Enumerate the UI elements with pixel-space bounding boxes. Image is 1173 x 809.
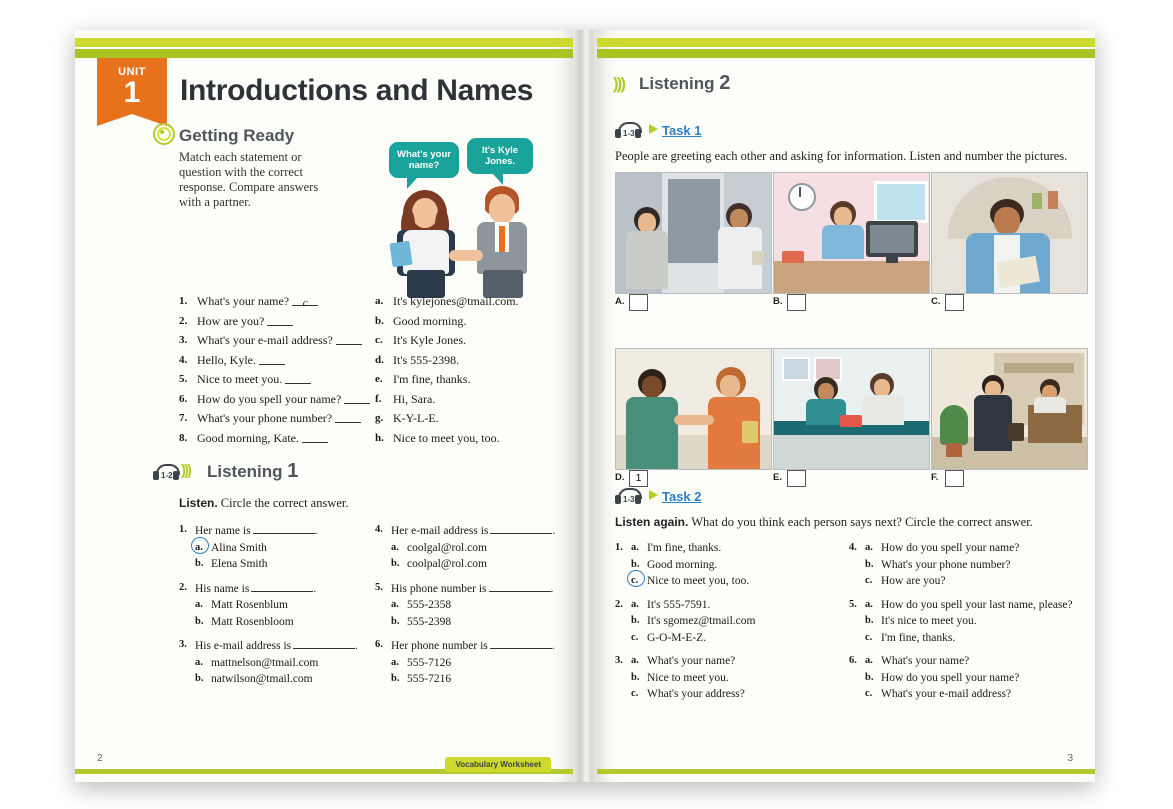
open-book <box>75 30 1095 782</box>
match-question-row <box>179 331 370 351</box>
mc-option[interactable] <box>615 557 835 574</box>
match-answer-blank[interactable] <box>267 314 293 326</box>
match-question-row <box>179 312 370 332</box>
getting-ready-lettered-list <box>375 292 519 448</box>
mc-option-letter: a. <box>865 598 873 610</box>
mc-option-text: natwilson@tmail.com <box>211 673 313 685</box>
mc-question-stem: His e-mail address is <box>195 640 292 652</box>
mc-option-text: mattnelson@tmail.com <box>211 656 319 669</box>
mc-question-stem: Her name is <box>195 525 251 537</box>
match-answer-letter: c. <box>375 334 383 346</box>
task2-questions-right <box>849 540 1079 710</box>
mc-option[interactable] <box>375 614 565 631</box>
mc-option-circled[interactable]: c. <box>631 573 638 590</box>
mc-option-text: It's 555-7591. <box>647 598 711 611</box>
right-bottom-bar <box>597 769 1095 774</box>
mc-option-text: What's your name? <box>881 655 970 667</box>
match-question-text: Good morning, Kate. <box>197 430 299 445</box>
right-page-number: 3 <box>1067 753 1073 764</box>
mc-question-stem: His name is <box>195 582 250 595</box>
mc-option-text: Elena Smith <box>211 558 268 570</box>
listening1-instruction-rest: Circle the correct answer. <box>217 496 349 510</box>
mc-question-number: 3. <box>179 639 187 650</box>
mc-answer-line[interactable] <box>251 580 313 592</box>
mc-question: 6. Her phone number is . a. 555-7126 b. 555-7216 <box>375 637 565 688</box>
mc-question <box>615 653 835 703</box>
match-question-row <box>179 370 370 390</box>
getting-ready-instructions: Match each statement or question with the correct response. Compare answers with a partner. <box>179 150 319 209</box>
mc-option-text: Nice to meet you, too. <box>647 575 750 587</box>
match-question-row <box>179 390 370 410</box>
match-question-text: Hello, Kyle. <box>197 352 256 367</box>
mc-option-letter: c. <box>631 631 639 643</box>
mc-question-number: 6. <box>849 655 857 666</box>
mc-question-number: 4. <box>849 542 857 553</box>
match-question-number: 3. <box>179 334 188 346</box>
match-answer-blank[interactable] <box>259 353 285 365</box>
match-answer-blank[interactable] <box>336 333 362 345</box>
page-title: Introductions and Names <box>180 74 534 107</box>
swirl-icon <box>153 123 175 145</box>
left-page-number: 2 <box>97 753 103 764</box>
mc-option-text: What's your name? <box>647 655 736 667</box>
speech-bubble-1: What's your name? <box>389 142 459 178</box>
task1-picture[interactable] <box>615 172 772 294</box>
match-answer-row <box>375 370 519 390</box>
mc-option[interactable] <box>179 597 369 614</box>
mc-option-letter: b. <box>631 615 640 626</box>
picture-scene <box>616 349 771 469</box>
play-triangle-icon-2 <box>649 490 658 500</box>
mc-option-letter: a. <box>631 542 639 553</box>
match-answer-text: Nice to meet you, too. <box>393 430 500 445</box>
match-question-number: 8. <box>179 431 188 444</box>
mc-option-letter: a. <box>631 655 639 666</box>
match-answer-row <box>375 390 519 410</box>
mc-question <box>849 653 1079 703</box>
task1-picture[interactable] <box>773 348 930 470</box>
task2-label-text: Task 2 <box>662 489 702 504</box>
match-answer-row <box>375 331 519 351</box>
mc-option-text: coolpal@rol.com <box>407 558 487 570</box>
match-answer-letter: f. <box>375 392 382 405</box>
mc-option-text: How do you spell your name? <box>881 671 1020 684</box>
sound-waves-icon: ))) <box>181 462 190 479</box>
mc-question: 4. Her e-mail address is . a. coolgal@rol.com b. coolpal@rol.com <box>375 522 565 573</box>
listening1-instruction-bold: Listen. <box>179 496 218 510</box>
mc-answer-line[interactable] <box>293 637 355 649</box>
picture-scene <box>774 349 929 469</box>
mc-option-text: It's sgomez@tmail.com <box>647 615 756 627</box>
match-question-number: 2. <box>179 314 188 327</box>
mc-option[interactable] <box>849 613 1079 630</box>
picture-scene <box>774 173 929 293</box>
mc-question-number: 4. <box>375 524 383 535</box>
match-question-text: What's your name? <box>197 294 290 308</box>
match-answer-blank[interactable] <box>335 411 361 423</box>
mc-option[interactable] <box>615 540 835 557</box>
task1-picture[interactable] <box>931 172 1088 294</box>
mc-option-letter: c. <box>865 688 873 699</box>
match-question-text: How are you? <box>197 313 265 328</box>
task2-instruction <box>615 515 1085 530</box>
mc-option[interactable] <box>179 556 369 573</box>
mc-option-letter: a. <box>865 542 873 553</box>
mc-option-letter: a. <box>391 656 399 668</box>
mc-question: 3. His e-mail address is . a. mattnelson@tmail.com b. natwilson@tmail.com <box>179 637 369 688</box>
task2-label <box>649 489 702 504</box>
mc-question-number: 5. <box>849 598 857 610</box>
mc-option-letter <box>631 573 638 590</box>
mc-option-letter: b. <box>195 558 204 569</box>
mc-question-number: 2. <box>179 581 187 593</box>
mc-option[interactable] <box>179 655 369 672</box>
mc-option-text: What's your e-mail address? <box>881 688 1012 700</box>
match-question-row <box>179 429 370 449</box>
top-bar-lime-right <box>597 38 1095 47</box>
mc-option-letter: b. <box>195 615 204 627</box>
match-answer-letter: h. <box>375 431 384 444</box>
speech-bubble-2: It's Kyle Jones. <box>467 138 533 174</box>
mc-option-letter: a. <box>195 656 203 668</box>
task1-picture-label: E. <box>773 472 782 483</box>
mc-option-letter: b. <box>631 558 640 570</box>
mc-option-letter: a. <box>391 541 399 553</box>
match-answer-text: It's Kyle Jones. <box>393 333 467 347</box>
unit-flag <box>97 58 167 114</box>
mc-option[interactable] <box>179 671 369 688</box>
mc-question <box>615 540 835 590</box>
unit-label: UNIT <box>118 66 146 78</box>
mc-option[interactable] <box>615 630 835 647</box>
mc-question-number: 6. <box>375 639 383 650</box>
mc-answer-line[interactable] <box>489 580 551 592</box>
mc-option[interactable] <box>179 540 369 557</box>
mc-option-text: How do you spell your name? <box>881 542 1020 554</box>
top-bar-green-right <box>597 49 1095 58</box>
task2-instruction-bold: Listen again. <box>615 515 689 529</box>
mc-option-letter: b. <box>391 558 400 569</box>
mc-option-letter: b. <box>195 673 204 684</box>
unit-number: 1 <box>123 76 141 109</box>
mc-option-letter: a. <box>391 599 399 610</box>
mc-question-number: 1. <box>615 542 623 553</box>
task1-picture-label: C. <box>931 296 941 307</box>
mc-option-text: What's your phone number? <box>881 558 1011 571</box>
mc-option-letter: a. <box>865 655 873 666</box>
task1-picture[interactable] <box>931 348 1088 470</box>
mc-option[interactable] <box>179 614 369 631</box>
task1-picture-label: A. <box>615 296 625 307</box>
task1-picture-label: B. <box>773 296 783 307</box>
match-question-number: 4. <box>179 353 188 366</box>
match-question-text: What's your phone number? <box>197 411 333 425</box>
task1-picture-label: F. <box>931 472 939 483</box>
listening1-questions-left <box>179 522 369 695</box>
match-question-row <box>179 409 370 429</box>
match-answer-row <box>375 292 519 312</box>
match-answer-letter: a. <box>375 295 384 307</box>
match-question-number: 1. <box>179 295 188 307</box>
mc-option[interactable] <box>849 557 1079 574</box>
mc-question <box>849 540 1079 590</box>
task2-track: 1-3 <box>623 495 635 504</box>
match-answer-row <box>375 429 519 449</box>
match-answer-blank[interactable]: c <box>292 294 318 306</box>
mc-question-number: 2. <box>615 598 623 610</box>
match-answer-letter: g. <box>375 412 384 424</box>
listening1-number: 1 <box>287 460 299 482</box>
task1-picture[interactable] <box>615 348 772 470</box>
listening1-track: 1-2 <box>161 471 173 480</box>
listening1-heading-text: Listening <box>207 462 283 481</box>
mc-option[interactable] <box>849 670 1079 687</box>
mc-option-text: 555-7126 <box>407 656 452 669</box>
listening2-heading-text: Listening <box>639 74 715 93</box>
mc-option[interactable] <box>615 686 835 703</box>
task1-picture-answer-box[interactable] <box>945 470 964 487</box>
mc-option-text: Matt Rosenbloom <box>211 615 294 628</box>
mc-option-text: I'm fine, thanks. <box>881 631 956 644</box>
greeting-illustration <box>385 138 555 298</box>
left-page <box>75 30 575 782</box>
sound-waves-icon-right: ))) <box>613 74 624 93</box>
mc-option-text: I'm fine, thanks. <box>647 542 722 554</box>
getting-ready-numbered-list <box>179 292 370 448</box>
getting-ready-heading: Getting Ready <box>179 126 295 145</box>
task1-picture-label: D. <box>615 472 625 483</box>
mc-option-text: Matt Rosenblum <box>211 599 288 611</box>
mc-option-letter: b. <box>391 615 400 627</box>
match-answer-letter: e. <box>375 373 383 385</box>
match-question-text: How do you spell your name? <box>197 391 342 406</box>
mc-option[interactable] <box>375 597 565 614</box>
woman-folder <box>389 241 412 268</box>
match-answer-row <box>375 351 519 371</box>
mc-option-text: How do you spell your last name, please? <box>881 598 1073 611</box>
task2-questions-left <box>615 540 835 710</box>
man-face <box>489 194 515 224</box>
mc-option-text: Alina Smith <box>211 541 267 554</box>
mc-answer-line[interactable] <box>490 522 552 534</box>
man-tie <box>499 226 505 252</box>
top-bar-green <box>75 49 575 58</box>
mc-option-letter: b. <box>865 615 874 626</box>
mc-option-letter: a. <box>631 598 639 610</box>
mc-question-stem: His phone number is <box>391 582 487 595</box>
picture-scene <box>616 173 771 293</box>
task1-picture[interactable] <box>773 172 930 294</box>
mc-option-text: It's nice to meet you. <box>881 615 977 627</box>
mc-option-text: What's your address? <box>647 688 745 700</box>
mc-question-stem: Her phone number is <box>391 640 488 652</box>
mc-option-text: G-O-M-E-Z. <box>647 631 707 644</box>
match-answer-row <box>375 312 519 332</box>
mc-option-text: coolgal@rol.com <box>407 541 487 554</box>
mc-question: 2. His name is . a. Matt Rosenblum b. Matt Rosenbloom <box>179 580 369 631</box>
mc-option[interactable] <box>375 671 565 688</box>
mc-option[interactable] <box>375 556 565 573</box>
mc-option-text: 555-2398 <box>407 615 452 628</box>
match-answer-text: It's kylejones@tmail.com. <box>393 294 519 308</box>
match-answer-blank[interactable] <box>344 392 370 404</box>
match-answer-text: K-Y-L-E. <box>393 411 439 425</box>
mc-option-letter: c. <box>865 631 873 643</box>
mc-option[interactable] <box>615 613 835 630</box>
task2-instruction-rest: What do you think each person says next? Circle the correct answer. <box>688 515 1033 529</box>
match-question-text: Nice to meet you. <box>197 372 283 386</box>
task1-label <box>649 123 702 138</box>
task1-track: 1-3 <box>623 129 635 138</box>
right-page <box>597 30 1095 782</box>
mc-option-letter: b. <box>865 558 874 570</box>
mc-option-letter: a. <box>195 599 203 610</box>
book-spine <box>573 30 599 782</box>
match-question-number: 7. <box>179 412 188 424</box>
mc-option-text: Good morning. <box>647 558 718 571</box>
listening2-number: 2 <box>719 72 731 94</box>
mc-option-text: 555-7216 <box>407 673 452 685</box>
match-question-number: 6. <box>179 392 188 405</box>
mc-answer-line[interactable] <box>253 522 315 534</box>
mc-option[interactable] <box>849 540 1079 557</box>
mc-question-stem: Her e-mail address is <box>391 525 489 537</box>
task1-picture-answer-box[interactable] <box>787 470 806 487</box>
mc-question <box>849 597 1079 647</box>
match-answer-text: I'm fine, thanks. <box>393 372 471 386</box>
mc-question: 1. Her name is . a. Alina Smith b. Elena Smith <box>179 522 369 573</box>
picture-scene <box>932 173 1087 293</box>
play-triangle-icon <box>649 124 658 134</box>
mc-option-letter: b. <box>631 671 640 683</box>
right-top-bars <box>597 30 1095 64</box>
match-answer-letter: d. <box>375 353 384 366</box>
mc-option[interactable] <box>615 573 835 590</box>
mc-option-circled[interactable]: a. <box>195 540 203 557</box>
mc-option[interactable] <box>375 655 565 672</box>
match-answer-letter: b. <box>375 314 384 327</box>
task1-picture-answer-box[interactable] <box>787 294 806 311</box>
listening1-questions-right <box>375 522 565 695</box>
match-question-number: 5. <box>179 373 188 385</box>
task1-picture-answer-box[interactable] <box>945 294 964 311</box>
mc-option[interactable] <box>849 686 1079 703</box>
match-answer-blank[interactable] <box>285 372 311 384</box>
mc-option-text: Nice to meet you. <box>647 671 729 684</box>
match-answer-row <box>375 409 519 429</box>
match-answer-text: Good morning. <box>393 313 467 328</box>
mc-option-letter <box>195 540 203 557</box>
match-answer-text: It's 555-2398. <box>393 352 460 367</box>
mc-option-letter: b. <box>865 671 874 683</box>
mc-option-text: 555-2358 <box>407 599 452 611</box>
handshake <box>449 250 483 261</box>
top-bar-lime <box>75 38 575 47</box>
listening2-heading <box>639 72 730 95</box>
mc-option[interactable] <box>375 540 565 557</box>
mc-option[interactable] <box>849 573 1079 590</box>
task1-picture-answer-box[interactable] <box>629 294 648 311</box>
vocabulary-worksheet-tab[interactable]: Vocabulary Worksheet <box>445 757 551 772</box>
mc-answer-line[interactable] <box>490 637 552 649</box>
mc-option[interactable] <box>615 653 835 670</box>
picture-scene <box>932 349 1087 469</box>
mc-option-letter: c. <box>865 575 873 586</box>
match-answer-text: Hi, Sara. <box>393 391 436 406</box>
mc-option[interactable] <box>849 630 1079 647</box>
mc-option-text: How are you? <box>881 575 946 587</box>
mc-question-number: 3. <box>615 655 623 666</box>
match-question-row <box>179 351 370 371</box>
mc-question-number: 5. <box>375 581 383 593</box>
task1-instruction: People are greeting each other and asking for information. Listen and number the pictures. <box>615 149 1068 163</box>
match-question-row <box>179 292 370 312</box>
mc-option-letter: c. <box>631 688 639 699</box>
task1-label-text: Task 1 <box>662 123 702 138</box>
mc-option[interactable] <box>849 597 1079 614</box>
match-answer-blank[interactable] <box>302 431 328 443</box>
mc-option-letter: b. <box>391 673 400 684</box>
mc-option[interactable] <box>849 653 1079 670</box>
mc-option[interactable] <box>615 597 835 614</box>
task1-picture-answer-box[interactable]: 1 <box>629 470 648 487</box>
listening1-heading <box>207 460 298 483</box>
mc-question-number: 1. <box>179 524 187 535</box>
mc-question <box>615 597 835 647</box>
mc-question: 5. His phone number is . a. 555-2358 b. 555-2398 <box>375 580 565 631</box>
listening1-instruction <box>179 496 349 511</box>
mc-option[interactable] <box>615 670 835 687</box>
match-question-text: What's your e-mail address? <box>197 333 333 347</box>
